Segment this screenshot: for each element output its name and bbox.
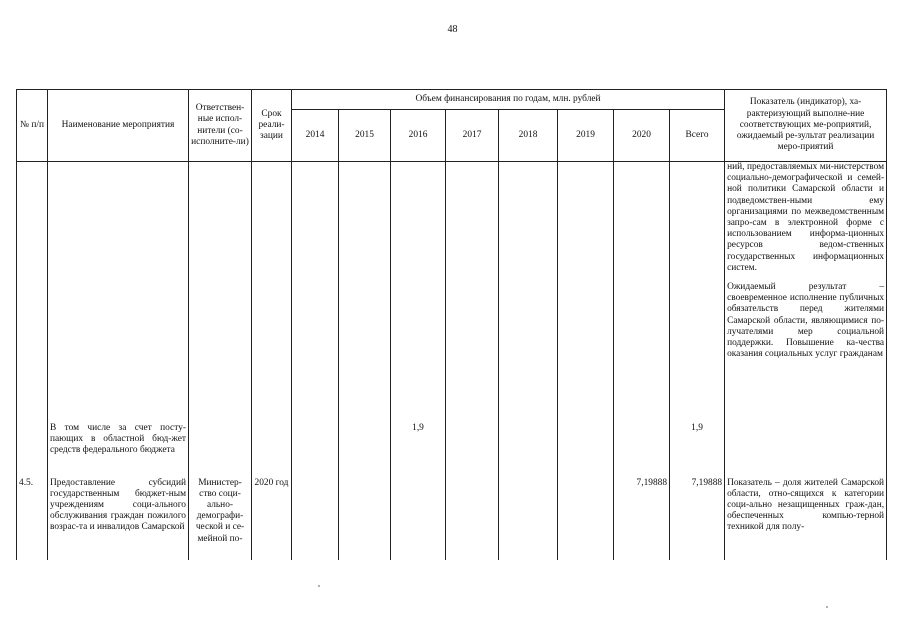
header-year-2015: 2015 xyxy=(339,110,391,162)
value-2016: 1,9 xyxy=(391,423,446,478)
table-row xyxy=(17,478,887,560)
header-total: Всего xyxy=(670,110,725,162)
expected-result-paragraph: Ожидаемый результат – своевременное исполнение публичных обязательств перед жителями Самарской области, являющимися по-лучателями мер социальной поддержки. Повышение ка-чества оказания социальных услуг гражданам xyxy=(727,282,885,360)
indicator-paragraph: ний, предоставляемых ми-нистерством социально-демографической и семей-ной политики Самарской области и подведомствен-ными ему организациями по межведомственным запро-сам в электронной форме с использованием информа-ционных ресурсов ведом-ственных государственных информационных систем. xyxy=(727,162,885,273)
activity-name-cell: В том числе за счет посту-пающих в областной бюд-жет средств федерального бюджета xyxy=(48,423,189,478)
table-row xyxy=(17,162,887,423)
header-responsible: Ответствен-ные испол-нители (со-исполните-ли) xyxy=(189,90,252,162)
header-year-2018: 2018 xyxy=(499,110,558,162)
header-indicator: Показатель (индикатор), ха-рактеризующий выполне-ние соответствующих ме-роприятий, ожидаемый ре-зультат реализации меро-приятий xyxy=(725,90,887,162)
table-header xyxy=(17,90,887,162)
table-row xyxy=(17,423,887,478)
term-cell: 2020 год xyxy=(252,478,292,560)
header-year-2017: 2017 xyxy=(446,110,499,162)
scan-speck xyxy=(318,585,320,587)
indicator-cell xyxy=(725,162,887,423)
value-total: 7,19888 xyxy=(670,478,725,560)
header-year-2019: 2019 xyxy=(558,110,614,162)
header-funding: Объем финансирования по годам, млн. рублей xyxy=(292,90,725,110)
header-term: Срок реали-зации xyxy=(252,90,292,162)
value-total: 1,9 xyxy=(670,423,725,478)
activity-name-cell: Предоставление субсидий государственным бюджет-ным учреждениям соци-ального обслуживания граждан пожилого возрас-та и инвалидов Самарской xyxy=(48,478,189,560)
header-number: № п/п xyxy=(17,90,48,162)
header-activity-name: Наименование мероприятия xyxy=(48,90,189,162)
page-number: 48 xyxy=(447,24,458,35)
responsible-cell: Министер-ство соци-ально-демографи-ческой и се-мейной по- xyxy=(189,478,252,560)
row-number: 4.5. xyxy=(17,478,48,560)
header-year-2014: 2014 xyxy=(292,110,339,162)
value-2020: 7,19888 xyxy=(614,478,670,560)
header-year-2020: 2020 xyxy=(614,110,670,162)
program-activities-table xyxy=(16,89,887,560)
header-year-2016: 2016 xyxy=(391,110,446,162)
scan-speck xyxy=(826,606,828,608)
indicator-cell: Показатель – доля жителей Самарской области, отно-сящихся к категории соци-ально незащищенных граж-дан, обеспеченных компью-терной техникой для полу- xyxy=(725,478,887,560)
